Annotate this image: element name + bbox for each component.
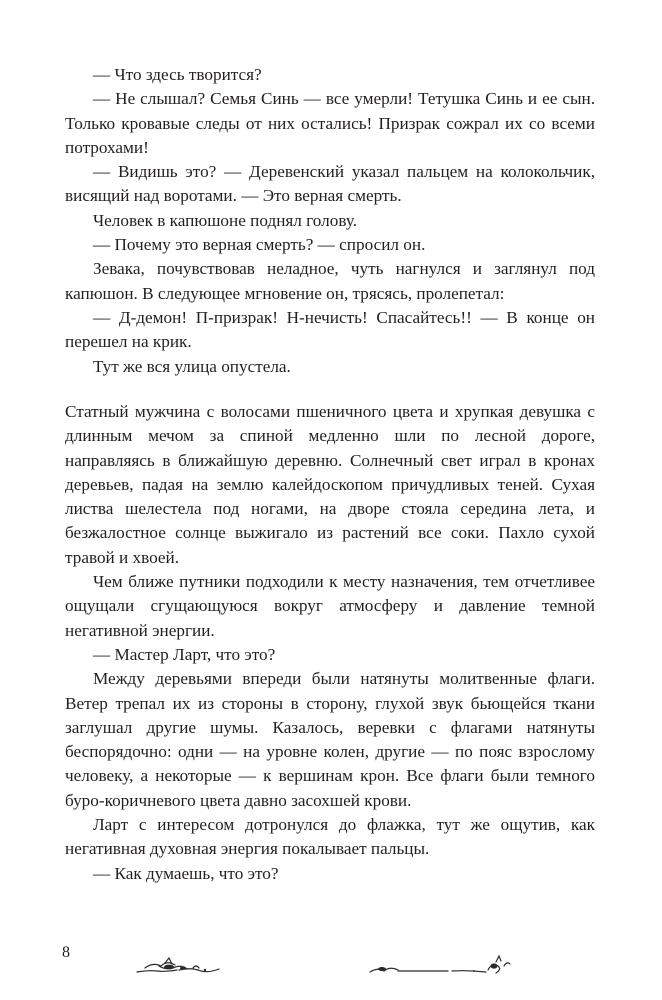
paragraph: — Д-демон! П-призрак! Н-нечисть! Спасайтесь!! — В конце он перешел на крик. <box>65 307 595 352</box>
paragraph: Чем ближе путники подходили к месту назначения, тем отчетливее ощущали сгущающуюся вокруг атмосферу и давление темной негативной энергии. <box>65 572 595 640</box>
paragraph: — Не слышал? Семья Синь — все умерли! Тетушка Синь и ее сын. Только кровавые следы от них остались! Призрак сожрал их со всеми потрохами! <box>65 89 595 157</box>
paragraph: Тут же вся улица опустела. <box>93 356 291 376</box>
paragraph: — Что здесь творится? <box>93 65 262 84</box>
paragraph: Между деревьями впереди были натянуты молитвенные флаги. Ветер трепал их из стороны в сторону, глухой звук бьющейся ткани заглушал другие шумы. Казалось, веревки с флагами натянуты беспорядочно: одни — на уровне колен, другие — по пояс взрослому человеку, а некоторые — к вершинам крон. Все флаги были темного буро-коричневого цвета давно засохшей крови. <box>65 669 595 810</box>
ink-sketch-ornament-right <box>368 952 518 978</box>
paragraph: — Как думаешь, что это? <box>93 863 279 883</box>
paragraph: Зевака, почувствовав неладное, чуть нагнулся и заглянул под капюшон. В следующее мгновение он, трясясь, пролепетал: <box>65 259 595 303</box>
text-section-1 <box>65 63 595 379</box>
paragraph: — Почему это верная смерть? — спросил он. <box>93 235 426 255</box>
text-section-2 <box>65 400 595 886</box>
paragraph: Ларт с интересом дотронулся до флажка, тут же ощутив, как негативная духовная энергия покалывает пальцы. <box>65 815 595 859</box>
paragraph: — Видишь это? — Деревенский указал пальцем на колокольчик, висящий над воротами. — Это верная смерть. <box>65 162 595 206</box>
paragraph: Статный мужчина с волосами пшеничного цвета и хрупкая девушка с длинным мечом за спиной медленно шли по лесной дороге, направляясь в ближайшую деревню. Солнечный свет играл в кронах деревьев, падая на землю калейдоскопом причудливых теней. Сухая листва шелестела под ногами, на дворе стояла середина лета, и безжалостное солнце выжигало из растений все соки. Пахло сухой травой и хвоей. <box>65 402 595 567</box>
paragraph: — Мастер Ларт, что это? <box>93 644 276 664</box>
paragraph: Человек в капюшоне поднял голову. <box>93 210 358 230</box>
ink-sketch-ornament-left <box>135 952 225 978</box>
page-number: 8 <box>62 944 70 961</box>
